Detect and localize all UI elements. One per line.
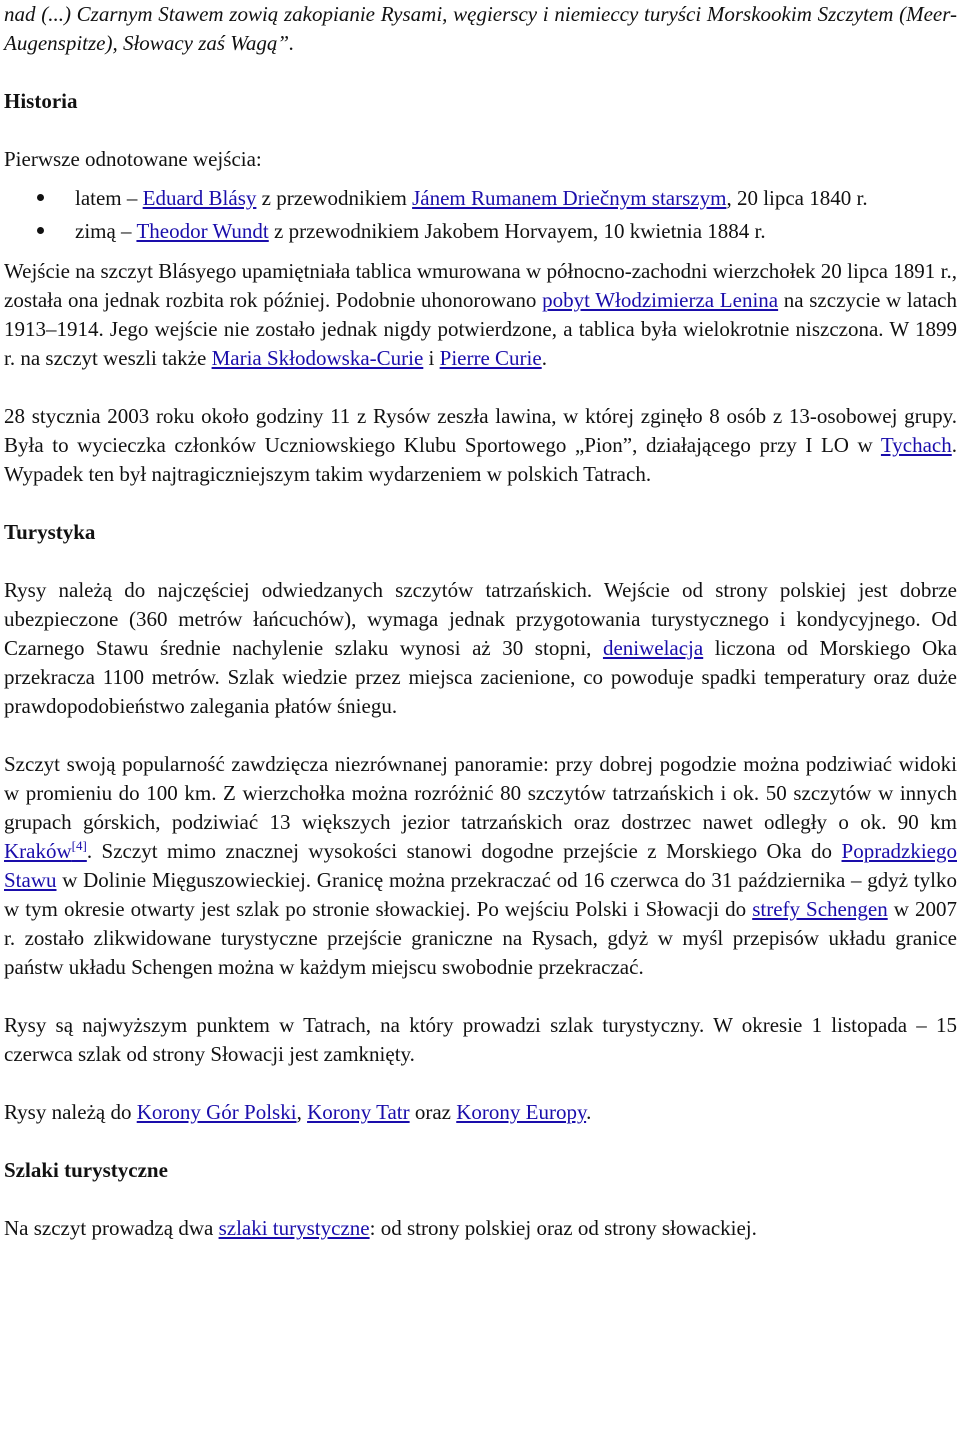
link-korona-tatr[interactable]: Korony Tatr <box>307 1100 410 1124</box>
link-jan-ruman-driecny[interactable]: Jánem Rumanem Driečnym starszym <box>412 186 727 210</box>
list-item: zimą – Theodor Wundt z przewodnikiem Jakobem Horvayem, 10 kwietnia 1884 r. <box>4 217 957 245</box>
footnote-ref: [4] <box>71 838 87 853</box>
link-popradzki-staw[interactable]: Popradzkiego Stawu <box>4 839 957 892</box>
link-tychy[interactable]: Tychach <box>880 433 952 457</box>
link-pobyt-lenina[interactable]: pobyt Włodzimierza Lenina <box>542 288 779 312</box>
tourism-paragraph-panorama: Szczyt swoją popularność zawdzięcza niezrównanej panoramie: przy dobrej pogodzie można podziwiać widoki w promieniu do 100 km. Z wierzchołka można rozróżnić 80 szczytów tatrzańskich i ok. 50 szczytów w innych grupach górskich, podziwiać 13 większych jezior tatrzańskich oraz dostrzec nawet odległy o ok. 90 km Kraków[4]. Szczyt mimo znacznej wysokości stanowi dogodne przejście z Morskiego Oka do Popradzkiego Stawu w Dolinie Mięguszowieckiej. Granicę można przekraczać od 16 czerwca do 31 października – gdyż tylko w tym okresie otwarty jest szlak po stronie słowackiej. Po wejściu Polski i Słowacji do strefy Schengen w 2007 r. zostało zlikwidowane turystyczne przejście graniczne na Rysach, gdyż w myśl przepisów układu granice państw układu Schengen można w każdym miejscu swobodnie przekraczać. <box>4 752 957 979</box>
tourism-paragraph-route: Rysy należą do najczęściej odwiedzanych szczytów tatrzańskich. Wejście od strony polskiej jest dobrze ubezpieczone (360 metrów łańcuchów), wymaga jednak przygotowania turystycznego i kondycyjnego. Od Czarnego Stawu średnie nachylenie szlaku wynosi aż 30 stopni, deniwelacja liczona od Morskiego Oka przekracza 1100 metrów. Szlak wiedzie przez miejsca zacienione, co powoduje spadki temperatury oraz duże prawdopodobieństwo zalegania płatów śniegu. <box>4 578 957 718</box>
link-theodor-wundt[interactable]: Theodor Wundt <box>136 219 269 243</box>
link-eduard-blasy[interactable]: Eduard Blásy <box>142 186 257 210</box>
link-korona-europy[interactable]: Korony Europy <box>456 1100 587 1124</box>
link-korona-gor-polski[interactable]: Korony Gór Polski <box>136 1100 297 1124</box>
first-ascents-label: Pierwsze odnotowane wejścia: <box>4 147 262 171</box>
link-strefa-schengen[interactable]: strefy Schengen <box>752 897 888 921</box>
section-heading-history: Historia <box>4 89 78 113</box>
link-pierre-curie[interactable]: Pierre Curie <box>439 346 542 370</box>
trails-paragraph: Na szczyt prowadzą dwa szlaki turystyczne: od strony polskiej oraz od strony słowackiej. <box>4 1216 757 1240</box>
history-paragraph-avalanche: 28 stycznia 2003 roku około godziny 11 z Rysów zeszła lawina, w której zginęło 8 osób z 13-osobowej grupy. Była to wycieczka członków Uczniowskiego Klubu Sportowego „Pion”, działającego przy I LO w Tychach. Wypadek ten był najtragiczniejszym takim wydarzeniem w polskich Tatrach. <box>4 404 957 486</box>
bullet-icon <box>37 194 44 201</box>
intro-paragraph: nad (...) Czarnym Stawem zowią zakopianie Rysami, węgierscy i niemieccy turyści Morskookim Szczytem (Meer-Augenspitze), Słowacy zaś Wagą”. <box>4 2 957 55</box>
link-krakow[interactable]: Kraków[4] <box>4 838 87 863</box>
history-paragraph-plaque: Wejście na szczyt Blásyego upamiętniała tablica wmurowana w północno-zachodni wierzchołek 20 lipca 1891 r., została ona jednak rozbita rok później. Podobnie uhonorowano pobyt Włodzimierza Lenina na szczycie w latach 1913–1914. Jego wejście nie zostało jednak nigdy potwierdzone, a tablica była wielokrotnie niszczona. W 1899 r. na szczyt weszli także Maria Skłodowska-Curie i Pierre Curie. <box>4 259 957 370</box>
section-heading-trails: Szlaki turystyczne <box>4 1158 168 1182</box>
section-heading-tourism: Turystyka <box>4 520 96 544</box>
tourism-paragraph-crowns: Rysy należą do Korony Gór Polski, Korony Tatr oraz Korony Europy. <box>4 1100 592 1124</box>
tourism-paragraph-highest-point: Rysy są najwyższym punktem w Tatrach, na który prowadzi szlak turystyczny. W okresie 1 listopada – 15 czerwca szlak od strony Słowacji jest zamknięty. <box>4 1013 957 1066</box>
link-szlaki-turystyczne[interactable]: szlaki turystyczne <box>218 1216 370 1240</box>
link-maria-sklodowska-curie[interactable]: Maria Skłodowska-Curie <box>211 346 424 370</box>
link-deniwelacja[interactable]: deniwelacja <box>602 636 704 660</box>
first-ascents-list <box>4 184 957 245</box>
bullet-icon <box>37 227 44 234</box>
list-item: latem – Eduard Blásy z przewodnikiem Jánem Rumanem Driečnym starszym, 20 lipca 1840 r. <box>4 184 957 212</box>
